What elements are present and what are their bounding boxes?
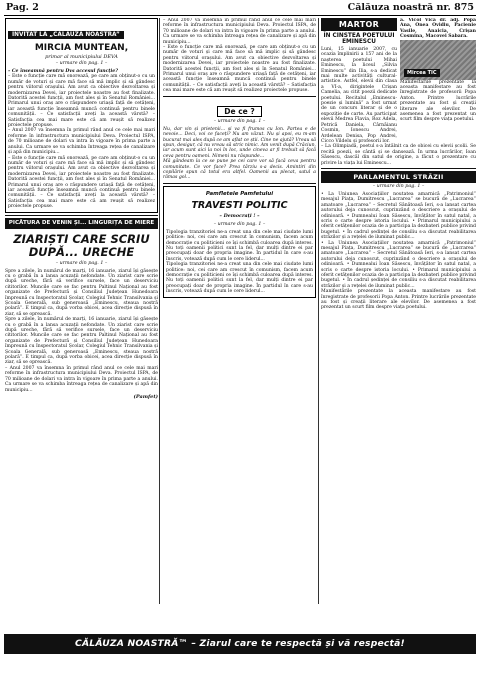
pamfiliu-body: Tipologia tranzitoriei ne-a creat una din cele mai ciudate lumi politice: noi, cei care am crescut în comunism, facem acum democrație cu politicieni ce își schimbă culoarea după interes. Nu toți oamenii politici sunt la fel, dar mulți dintre ei par preocupați doar de propria imagine. În partidul în care s-au înscris, votează după cum le cere liderul...	[166, 229, 313, 262]
continued-note: – urmare din pag. 1 –	[55, 260, 108, 266]
right-body: – La Olimpiadă, poetul s-a întâlnit ca de obicei cu elevii școlii. Se recită poezii, se cântă și se dansează. În urma lucrărilor, Ioan Săsescu, dascăl din satul de origine, a făcut o prezentare cu privire la viața lui Eminescu...	[321, 144, 476, 166]
interview-kicker: INVITAT LA „CĂLĂUZA NOASTRĂ”	[8, 31, 124, 39]
interview-body: – Este o funcție care mă onorează, pe care am obținut-o cu un număr de voturi și care mă face să mă implic și să gândesc pentru viitorul orașului. Am avut ca obiective dezvoltarea și modernizarea Devei, iar proiectele noastre au fost finalizate. Datorită acestei funcții, am fost ales și în Senatul României... Primarul unui oraș are o răspundere uriașă față de cetățeni, iar această funcție înseamnă muncă continuă pentru binele comunității. – Ce satisfacții aveți la această vârstă? – Satisfacția cea mai mare este că am reușit să realizez proiectele propuse.	[8, 74, 155, 129]
picatura-article	[5, 218, 158, 400]
dece-body-2: Mă gândeam la ce se pune pe cei care vor să facă ceva pentru comunitate. Ce vor face? Prea târziu s-a decis. Amintiri din copilărie spun că totul era altfel. Oamenii au plecat, satul a rămas gol...	[163, 159, 316, 181]
dece-title-wrap	[163, 99, 316, 118]
divider	[5, 215, 158, 216]
martor-body: Luni, 15 ianuarie 2007, cu ocazia împlinirii a 157 ani de la nașterea poetului Mihai Eminescu, la liceul „Silvia Eminescu” din Ilia, s-a dedicat mai multe activități cultural-artistice. Astfel, elevii din clasa a VI-a, dirigintele Crișan Camelia, au citit poezii dedicate poetului. Recitalul „Eminescu-poezie și lumină” a fost urmat de un concurs literar și de o expoziție de carte. Au participat elevii Medrea Flavia, Roz Adela, Petrică Daniela, Cârnăianu Cosmin, Ionescu Andrei, Ardelean Denisa, Pop Andrei, Cicco Vildelu și profesorii lor.	[321, 47, 397, 144]
pamfiliu-article	[163, 186, 316, 298]
column-divider	[318, 18, 319, 604]
photo-caption: Mircea TIC	[404, 69, 440, 77]
parlament-body-2: • La Uniunea Asociațiilor noutatea amarnică „Patrimoniul” mesajul Piața, Dumitrescu „Lucrarea” se bucură de „Lucrarea” amatoare „Lucrarea” – Secretul Sănătoasă Ieri, s-a lansat cartea autorului deja cunoscut, cuprinzând o descriere a orașului de odinioară. • Dumnealui Ioan Săsescu, învățător în satul natal, a scris o carte despre istoria locului. • Primarul municipiului a oferit cetățenilor ocazia de a participa la dezbateri publice privind bugetul. • În cadrul ședinței de consiliu s-a discutat reabilitarea străzilor și a rețelei de iluminat public...	[321, 240, 476, 289]
pamfiliu-kicker: Pamfletele Pamfetului	[205, 190, 274, 197]
interview-body-3: – Este o funcție care mă onorează, pe care am obținut-o cu un număr de voturi și care mă face să mă implic și să gândesc pentru viitorul orașului. Am avut ca obiective dezvoltarea și modernizarea Devei, iar proiectele noastre au fost finalizate. Datorită acestei funcții, am fost ales și în Senatul României... Primarul unui oraș are o răspundere uriașă față de cetățeni, iar această funcție înseamnă muncă continuă pentru binele comunității. – Ce satisfacții aveți la această vârstă? – Satisfacția cea mai mare este că am reușit să realizez proiectele propuse.	[8, 155, 155, 210]
parlament-body: • La Uniunea Asociațiilor noutatea amarnică „Patrimoniul” mesajul Piața, Dumitrescu „Lucrarea” se bucură de „Lucrarea” amatoare „Lucrarea” – Secretul Sănătoasă Ieri, s-a lansat cartea autorului deja cunoscut, cuprinzând o descriere a orașului de odinioară. • Dumnealui Ioan Săsescu, învățător în satul natal, a scris o carte despre istoria locului. • Primarul municipiului a oferit cetățenilor ocazia de a participa la dezbateri publice privind bugetul. • În cadrul ședinței de consiliu s-a discutat reabilitarea străzilor și a rețelei de iluminat public...	[321, 191, 476, 241]
column-left	[5, 18, 158, 604]
continued-note: – urmare din pag. 1 –	[372, 183, 425, 189]
page-number: Pag. 2	[6, 2, 39, 13]
picatura-body-2: Spre a zilele, în numărul de marți, 16 ianuarie, ziarul își găsește cu o grabă în a lansa acuzații nefondate. Un ziarist care scrie după ureche, fără să verifice sursele, face un deserviciu cititorilor. Muncile care se fac pentru Paltinul Național au fost organizate de Prefectură și Consiliul Județean Hunedoara împreună cu Inspectoratul Școlar, Colegiul Tehnic Transilvania și Școala Generală, sub generoasă „Eminescu, steaua nostră polară”. E timpul ca, după vorba obicei, acea direcție dispusă în ziar, să se oprească.	[5, 317, 158, 366]
picatura-body: Spre a zilele, în numărul de marți, 16 ianuarie, ziarul își găsește cu o grabă în a lansa acuzații nefondate. Un ziarist care scrie după ureche, fără să verifice sursele, face un deserviciu cititorilor. Muncile care se fac pentru Paltinul Național au fost organizate de Prefectură și Consiliul Județean Hunedoara împreună cu Inspectoratul Școlar, Colegiul Tehnic Transilvania și Școala Generală, sub generoasă „Eminescu, steaua nostră polară”. E timpul ca, după vorba obicei, acea direcție dispusă în ziar, să se oprească.	[5, 268, 158, 317]
picatura-author: (Pamfet)	[133, 393, 158, 400]
picatura-headline: ZIARIȘTI CARE SCRIU DUPĂ... URECHE	[13, 231, 150, 259]
interview-continuation-2: – Este o funcție care mă onorează, pe care am obținut-o cu un număr de voturi și care mă face să mă implic și să gândesc pentru viitorul orașului. Am avut ca obiective dezvoltarea și modernizarea Devei, iar proiectele noastre au fost finalizate. Datorită acestei funcții, am fost ales și în Senatul României... Primarul unui oraș are o răspundere uriașă față de cetățeni, iar această funcție înseamnă muncă continuă pentru binele comunității. – Ce satisfacții aveți la această vârstă? – Satisfacția cea mai mare este că am reușit să realizez proiectele propuse.	[163, 45, 316, 94]
column-right	[321, 18, 476, 604]
dece-body: Nu, dar vin și prietenii... și va fi frumos cu Ion. Partea e de nevoie... Deci, voi ce faceți? Nu am văzut. Nu și apoi, eu m-am bucurat mai ales după ce am aflat ce știi. Cine ne ajută? Vreau să spun, desigur, că nu vreau să stric nimic. Am venit după Crăciun, iar acum sunt aici la noi în loc, unde cineva ar fi trebuit să facă ceva pentru oameni. Nimeni nu răspunde...	[163, 126, 316, 159]
pamfiliu-headline: TRAVESTI POLITIC	[191, 199, 288, 211]
pamfiliu-body-2: Tipologia tranzitoriei ne-a creat una din cele mai ciudate lumi politice: noi, cei care am crescut în comunism, facem acum democrație cu politicieni ce își schimbă culoarea după interes. Nu toți oamenii politici sunt la fel, dar mulți dintre ei par preocupați doar de propria imagine. În partidul în care s-au înscris, votează după cum le cere liderul...	[166, 262, 313, 295]
dece-title: De ce ?	[217, 106, 261, 117]
martor-body-2: Manifestările prezentate la aceasta manifestare au fost înregistrate de profesorii Popa Anton. Printre lucrările prezentate au fost și creații literare ale elevilor. De asemenea a fost prezentat un scurt film despre viața poetului.	[400, 79, 476, 123]
martor-article	[321, 18, 476, 144]
parlament-kicker: PARLAMENTUL STRĂZII	[321, 171, 476, 183]
interview-article	[5, 18, 158, 213]
continued-note: – urmare din pag. 1 –	[213, 118, 266, 124]
author-photo	[400, 40, 476, 80]
martor-headline: ÎN CINSTEA POETULUI EMINESCU	[323, 33, 395, 45]
divider	[163, 96, 316, 97]
parlament-article	[321, 171, 476, 311]
parlament-body-3: Manifestările prezentate la aceasta manifestare au fost înregistrate de profesorii Popa Anton. Printre lucrările prezentate au fost și creații literare ale elevilor. De asemenea a fost prezentat un scurt film despre viața poetului.	[321, 289, 476, 311]
column-divider	[159, 18, 160, 604]
continued-note: – urmare din pag. 1 –	[55, 61, 108, 66]
picatura-kicker: PICĂTURA DE VENIN ȘI... LINGURIȚA DE MIERE	[5, 218, 158, 229]
footer-banner: CĂLĂUZA NOASTRĂ™ – Ziarul care te respectă și vă respectă!	[4, 634, 476, 654]
divider	[321, 168, 476, 169]
interview-question: – Ce înseamnă pentru Dvs accesul funcție?	[8, 69, 118, 74]
pamfiliu-sub: – Democrați ! –	[219, 212, 260, 219]
picatura-body-3: – Anul 2007 va însemna în primul rând anul ce cele mai mari reforme în infrastructura municipiului Deva. Proiectul ISPA, de 70 milioane de dolari va intra în vigoare în prima parte a anului. Ca urmare se va schimba întreaga rețea de canalizare și apă din municipiu...	[5, 365, 158, 393]
interviewee-role: primar al municipiului DEVA	[45, 54, 118, 60]
interviewee-name: MIRCIA MUNTEAN,	[34, 43, 129, 53]
continued-note: – urmare din pag. 1 –	[213, 221, 266, 227]
issue-title: Călăuza noastră nr. 875	[347, 2, 474, 13]
martor-list: a. Vicol Vica dr. adj. Popa Ana, Onea Ovidiu, Pacienie Vasile, Anaicia, Crișan Cosmina, Macovei Sabara.	[400, 18, 476, 40]
interview-body-2: – Anul 2007 va însemna în primul rând anul ce cele mai mari reforme în infrastructura municipiului Deva. Proiectul ISPA, de 70 milioane de dolari va intra în vigoare în prima parte a anului. Ca urmare se va schimba întreaga rețea de canalizare și apă din municipiu...	[8, 128, 155, 156]
martor-kicker: MARTOR	[321, 18, 397, 31]
column-middle	[163, 18, 316, 604]
interview-continuation: – Anul 2007 va însemna în primul rând anul ce cele mai mari reforme în infrastructura municipiului Deva. Proiectul ISPA, de 70 milioane de dolari va intra în vigoare în prima parte a anului. Ca urmare se va schimba întreaga rețea de canalizare și apă din municipiu...	[163, 18, 316, 45]
page-header	[4, 2, 476, 16]
divider	[163, 183, 316, 184]
